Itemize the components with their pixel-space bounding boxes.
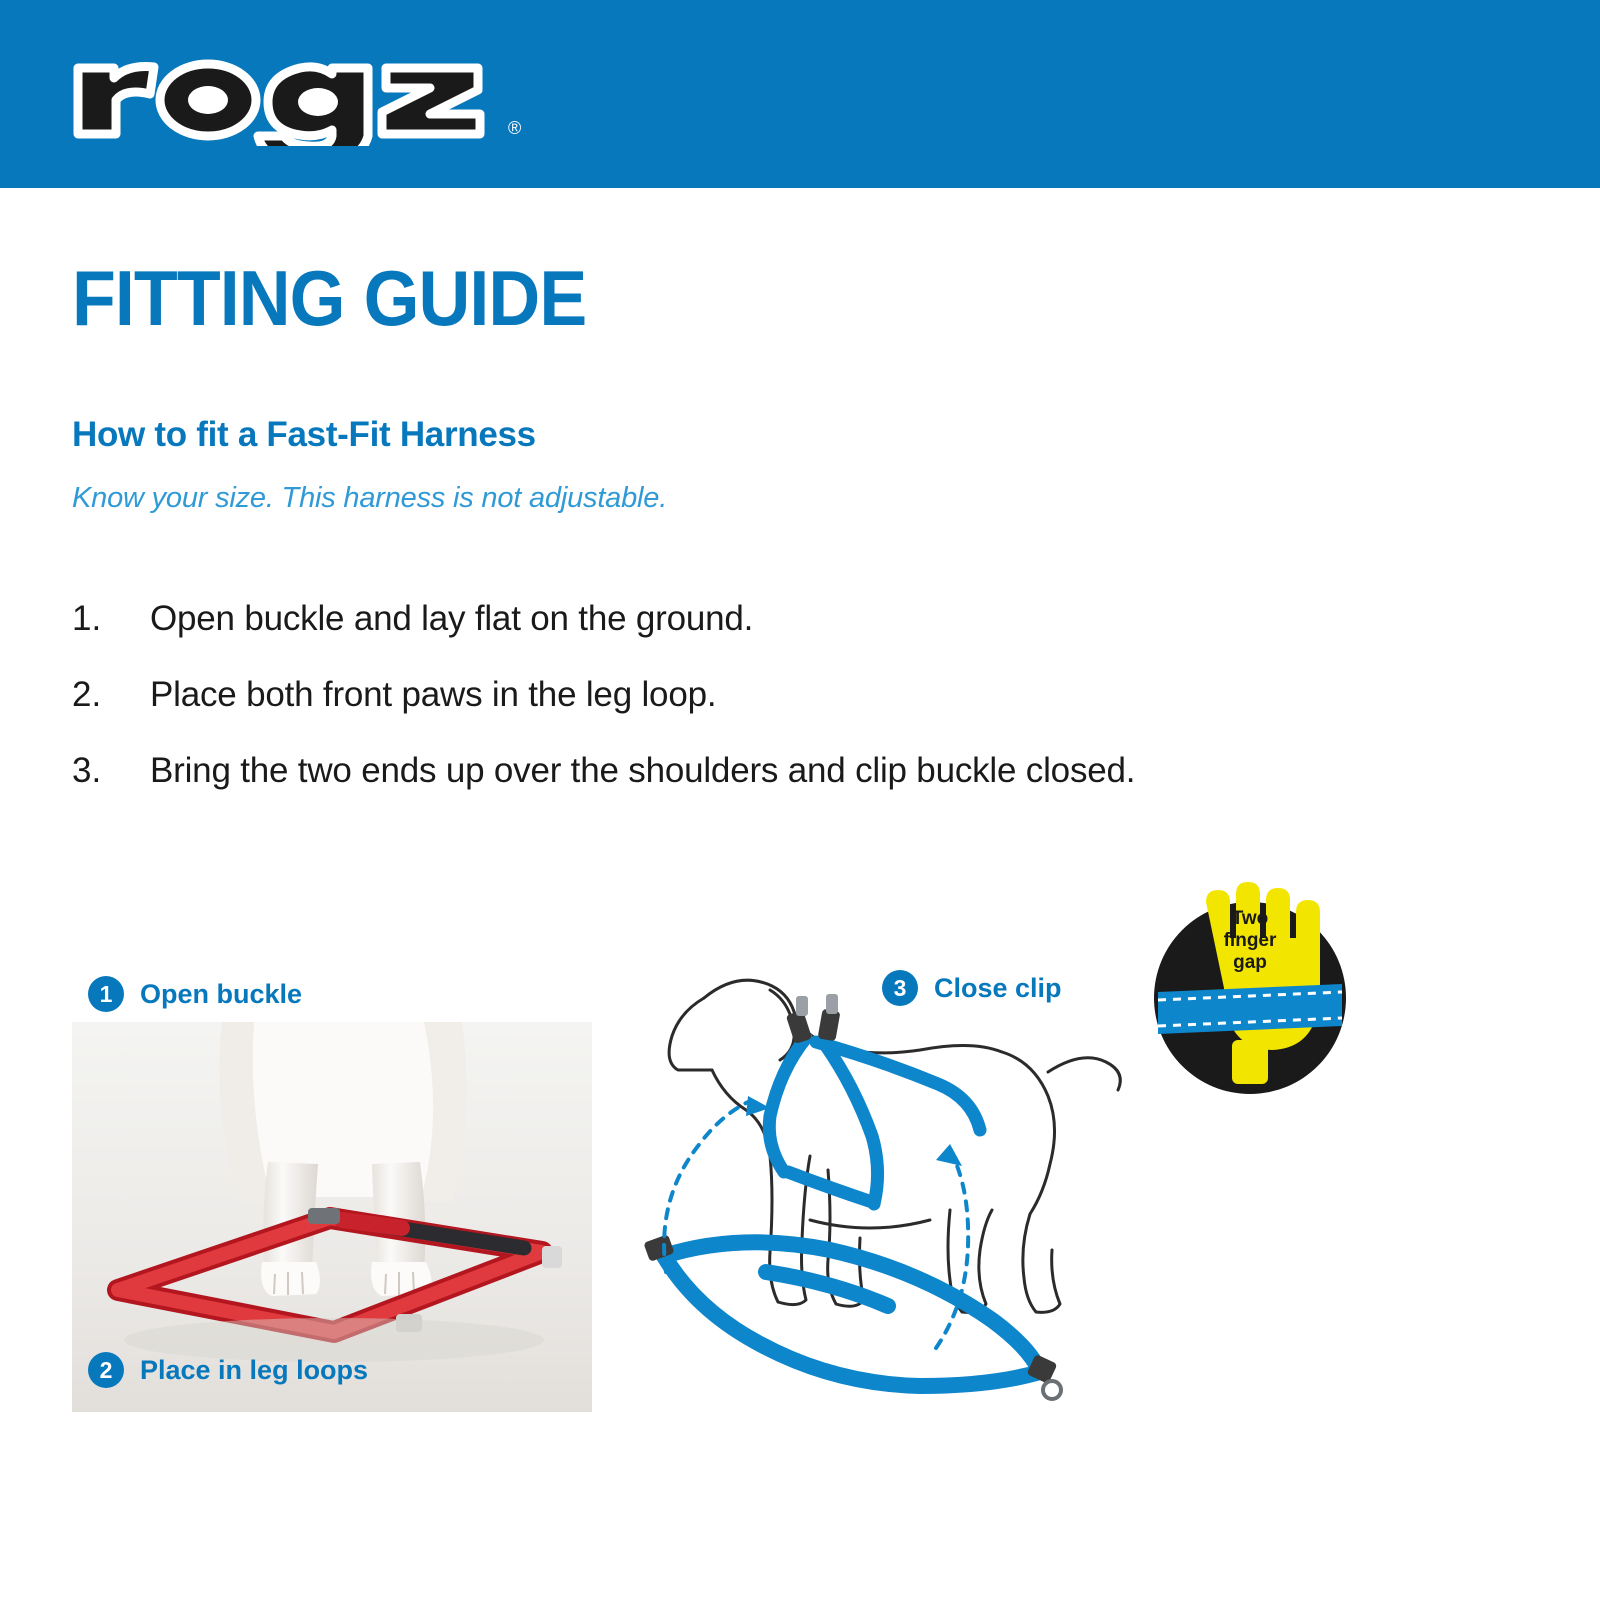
list-item [72,595,1532,643]
step-number: 1. [72,599,102,638]
section-note: Know your size. This harness is not adjustable. [72,482,668,514]
header-bar [0,0,1600,188]
figure-area [0,880,1600,1440]
finger-gap-line3: gap [1233,952,1267,973]
badge-label: Close clip [934,972,1062,1003]
step-text: Open buckle and lay flat on the ground. [150,599,754,638]
finger-gap-line2: finger [1223,930,1277,951]
badge-number: 1 [88,976,124,1012]
instruction-list [72,595,1532,823]
rogz-logo [68,38,548,146]
badge-open-buckle [88,976,302,1012]
two-finger-gap-icon [1140,880,1360,1110]
badge-label: Open buckle [140,978,303,1009]
dog-harness-diagram [620,920,1140,1430]
trademark-symbol: ® [508,118,522,138]
badge-number: 2 [88,1352,124,1388]
badge-label: Place in leg loops [140,1354,369,1385]
list-item [72,671,1532,719]
badge-place-in-leg-loops [88,1352,368,1388]
step-text: Bring the two ends up over the shoulders and clip buckle closed. [150,751,1136,790]
list-item [72,747,1532,795]
finger-gap-line1: Two [1231,908,1269,929]
badge-number: 3 [882,970,918,1006]
section-subtitle: How to fit a Fast-Fit Harness [72,415,536,454]
step-number: 2. [72,675,102,714]
step-number: 3. [72,751,102,790]
step-text: Place both front paws in the leg loop. [150,675,717,714]
page-title: FITTING GUIDE [72,254,587,342]
